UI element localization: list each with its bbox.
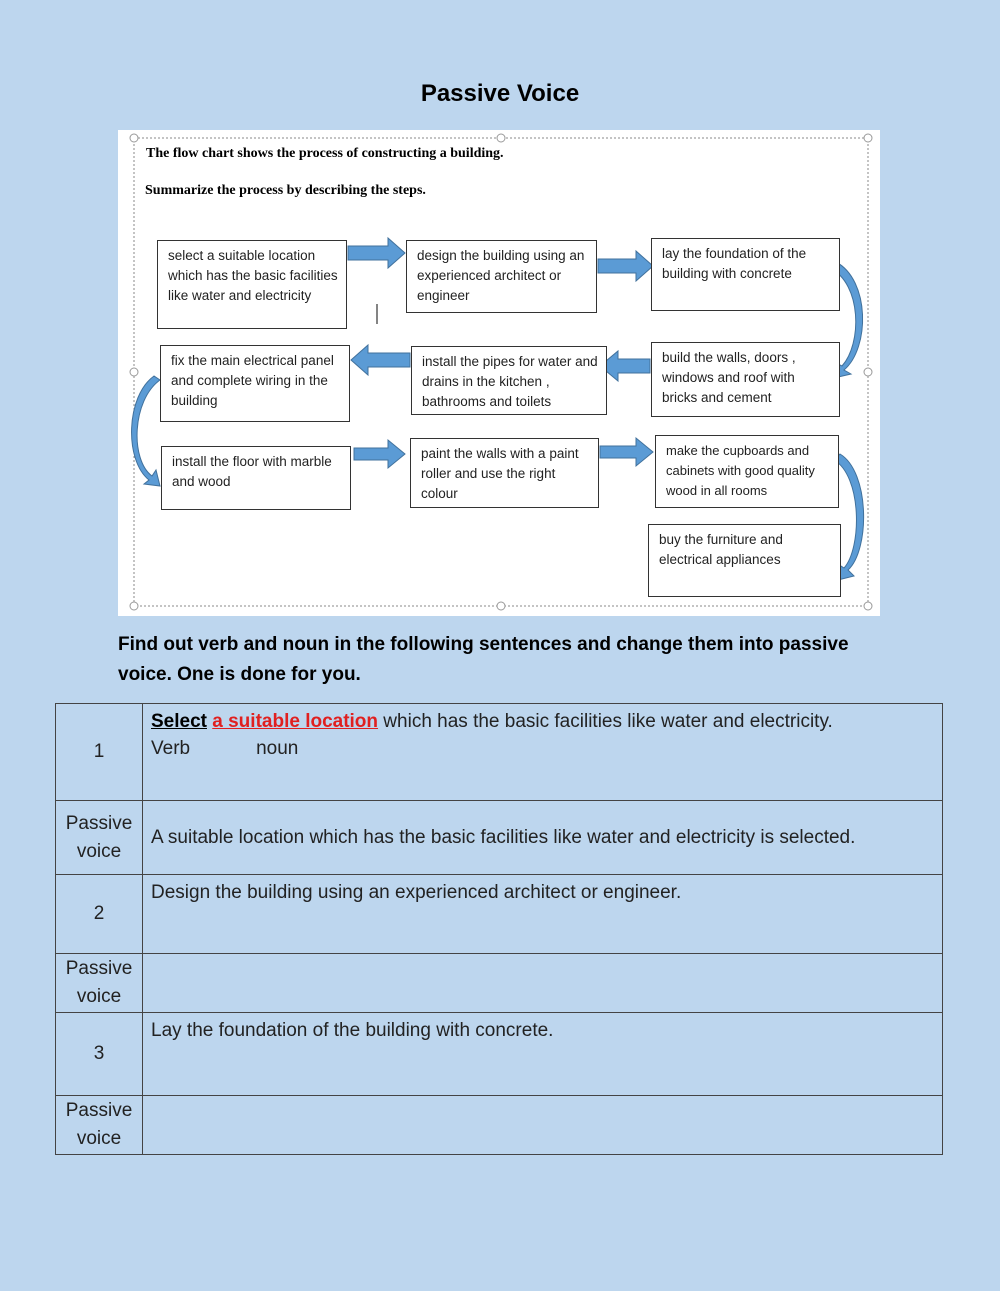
table-row [56, 1096, 943, 1155]
table-row [56, 704, 943, 801]
arrow-right-3 [354, 440, 405, 468]
arrow-right-2 [598, 251, 653, 281]
answer-cell-3[interactable] [143, 1096, 943, 1155]
example-sentence-cell [143, 704, 943, 801]
table-row [56, 1013, 943, 1096]
flowchart-task: Summarize the process by describing the steps. [145, 183, 426, 198]
row-label: 2 [56, 875, 143, 954]
row-label: 3 [56, 1013, 143, 1096]
step-box-7: install the floor with marble and wood [161, 446, 351, 510]
answer-cell-2[interactable] [143, 954, 943, 1013]
step-box-6: fix the main electrical panel and complete wiring in the building [160, 345, 350, 422]
step-box-3: lay the foundation of the building with concrete [651, 238, 840, 311]
step-box-10: buy the furniture and electrical appliances [648, 524, 841, 597]
table-row [56, 954, 943, 1013]
row-label: Passive voice [56, 954, 143, 1013]
step-box-1: select a suitable location which has the basic facilities like water and electricity [157, 240, 347, 329]
verb-highlight: Select [151, 711, 207, 732]
arrow-right-1 [348, 238, 405, 268]
instructions: Find out verb and noun in the following sentences and change them into passive voice. One is done for you. [118, 634, 849, 685]
arrow-left-2 [351, 345, 410, 375]
table-row [56, 875, 943, 954]
sentence-rest: which has the basic facilities like water and electricity. [378, 711, 833, 732]
row-label: 1 [56, 704, 143, 801]
page-title: Passive Voice [420, 80, 580, 107]
worksheet-table [55, 703, 943, 1155]
noun-tag: noun [256, 738, 299, 759]
step-box-5: install the pipes for water and drains in the kitchen , bathrooms and toilets [411, 346, 607, 415]
verb-tag: Verb [151, 738, 191, 759]
table-row [56, 801, 943, 875]
step-box-8: paint the walls with a paint roller and use the right colour [410, 438, 599, 508]
answer-cell-1: A suitable location which has the basic facilities like water and electricity is selected. [143, 801, 943, 875]
sentence-cell-2: Design the building using an experienced architect or engineer. [143, 875, 943, 954]
flowchart-intro: The flow chart shows the process of constructing a building. [146, 146, 504, 161]
arrow-right-4 [600, 438, 653, 466]
arrow-left-1 [600, 351, 650, 381]
noun-highlight: a suitable location [212, 711, 379, 732]
step-box-9: make the cupboards and cabinets with good quality wood in all rooms [655, 435, 839, 508]
step-box-2: design the building using an experienced architect or engineer [406, 240, 597, 313]
row-label: Passive voice [56, 1096, 143, 1155]
flowchart-figure [118, 130, 880, 616]
sentence-cell-3: Lay the foundation of the building with concrete. [143, 1013, 943, 1096]
step-box-4: build the walls, doors , windows and roof with bricks and cement [651, 342, 840, 417]
row-label: Passive voice [56, 801, 143, 875]
curve-arrow-left [132, 376, 160, 486]
